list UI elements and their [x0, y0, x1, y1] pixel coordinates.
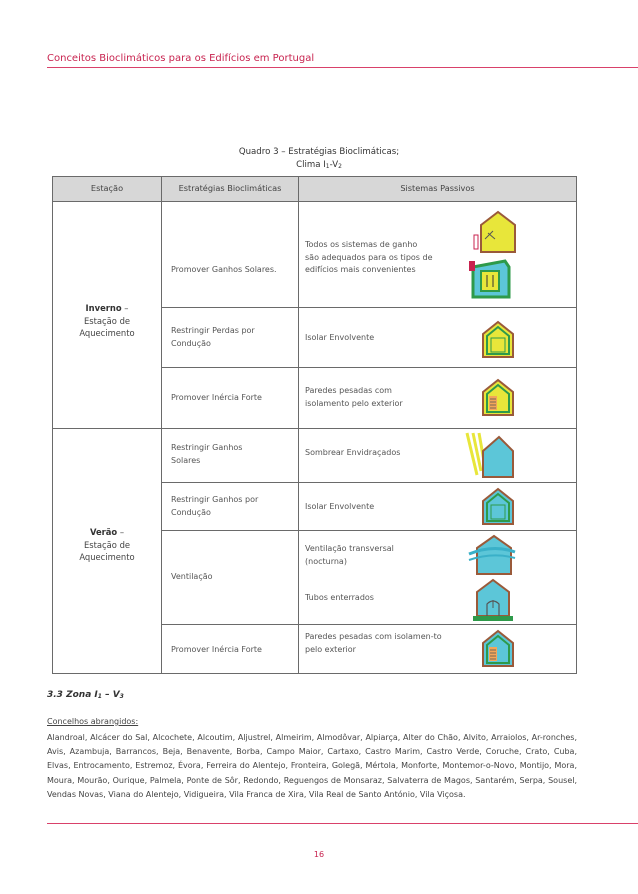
system-cell: Todos os sistemas de ganho são adequados para os tipos de edifícios mais convenientes — [305, 240, 433, 274]
header-rule — [47, 67, 638, 68]
system-cell: Paredes pesadas com isolamen-to pelo exterior — [305, 632, 442, 654]
climate-mid: -V — [329, 160, 339, 170]
season-summer-line3: Aquecimento — [79, 552, 135, 562]
season-winter-line3: Aquecimento — [79, 328, 135, 338]
season-winter — [53, 302, 161, 340]
header-season: Estação — [90, 183, 124, 193]
strategy-cell: Promover Inércia Forte — [171, 645, 262, 654]
system-cell: Isolar Envolvente — [305, 333, 375, 342]
running-header: Conceitos Bioclimáticos para os Edifícios em Portugal — [47, 53, 315, 64]
row-divider — [161, 482, 576, 483]
insulated-envelope-house-icon — [481, 320, 515, 358]
earth-tubes-house-icon — [471, 578, 515, 622]
strategy-cell: Promover Inércia Forte — [171, 393, 262, 402]
system-cell: Paredes pesadas com isolamento pelo exterior — [305, 386, 403, 408]
system-cell: Isolar Envolvente — [305, 502, 375, 511]
system-cell: Ventilação transversal (nocturna) — [305, 544, 394, 566]
season-summer-title: Verão — [89, 527, 118, 537]
section-title-sub2: 3 — [119, 693, 124, 700]
strategy-cell: Restringir Perdas por Condução — [171, 326, 255, 348]
table-caption-climate — [0, 160, 638, 170]
season-summer — [53, 526, 161, 564]
strategy-cell: Restringir Ganhos Solares — [171, 443, 243, 465]
heavy-wall-house-icon — [481, 378, 515, 416]
season-divider — [53, 428, 576, 429]
header-strategies: Estratégias Bioclimáticas — [178, 183, 282, 193]
season-winter-dash: – — [121, 303, 129, 313]
trombe-wall-house-icon — [467, 257, 515, 299]
strategy-cell: Restringir Ganhos por Condução — [171, 495, 259, 517]
system-cell: Sombrear Envidraçados — [305, 448, 401, 457]
bioclimatic-strategies-table — [52, 176, 577, 674]
strategy-cell: Ventilação — [171, 572, 213, 581]
season-winter-title: Inverno — [85, 303, 122, 313]
section-title-mid: – V — [101, 690, 120, 700]
season-summer-dash: – — [117, 527, 125, 537]
season-summer-line2: Estação de — [83, 539, 131, 550]
concelhos-list: Alandroal, Alcácer do Sal, Alcochete, Alcoutim, Aljustrel, Almeirim, Almodôvar, Alpiarça, Alter do Chão, Alvito, Arraiolos, Ar-ronches, Avis, Azambuja, Barrancos, Beja, Benavente, Borba, Campo Maior, Cartaxo, Castro Marim, Castro Verde, Coruche, Crato, Cuba, Elvas, Entrocamento, Estremoz, Évora, Ferreira do Alentejo, Fronteira, Golegã, Mértola, Monforte, Montemor-o-Novo, Montijo, Mora, Moura, Mourão, Ourique, Palmela, Ponte de Sôr, Redondo, Reguengos de Monsaraz, Salvaterra de Magos, Santarém, Serpa, Sousel, Vendas Novas, Viana do Alentejo, Vidigueira, Vila Franca de Xira, Vila Real de Santo António, Vila Viçosa. — [47, 733, 577, 799]
header-systems: Sistemas Passivos — [400, 183, 475, 193]
section-title — [47, 690, 124, 700]
strategy-cell: Promover Ganhos Solares. — [171, 265, 277, 274]
climate-prefix: Clima I — [296, 160, 326, 170]
row-divider — [161, 624, 576, 625]
section-title-prefix: 3.3 Zona I — [47, 690, 98, 700]
insulated-envelope-summer-house-icon — [481, 487, 515, 525]
row-divider — [161, 530, 576, 531]
direct-gain-house-icon — [471, 209, 517, 255]
row-divider — [161, 307, 576, 308]
col-divider-2 — [298, 177, 299, 673]
climate-sub2: 2 — [338, 163, 342, 170]
season-winter-line2: Estação de — [83, 315, 131, 326]
col-divider-1 — [161, 177, 162, 673]
concelhos-label: Concelhos abrangidos: — [47, 717, 139, 726]
table-caption-title: Quadro 3 – Estratégias Bioclimáticas; — [238, 147, 400, 157]
heavy-wall-summer-house-icon — [481, 629, 515, 667]
system-cell: Tubos enterrados — [305, 593, 374, 602]
climate-sub1: 1 — [325, 163, 330, 170]
footer-rule — [47, 823, 638, 824]
section-title-sub1: 1 — [97, 693, 102, 700]
cross-ventilation-house-icon — [467, 534, 517, 576]
shading-house-icon — [461, 431, 515, 479]
page-number: 16 — [313, 850, 325, 859]
row-divider — [161, 367, 576, 368]
